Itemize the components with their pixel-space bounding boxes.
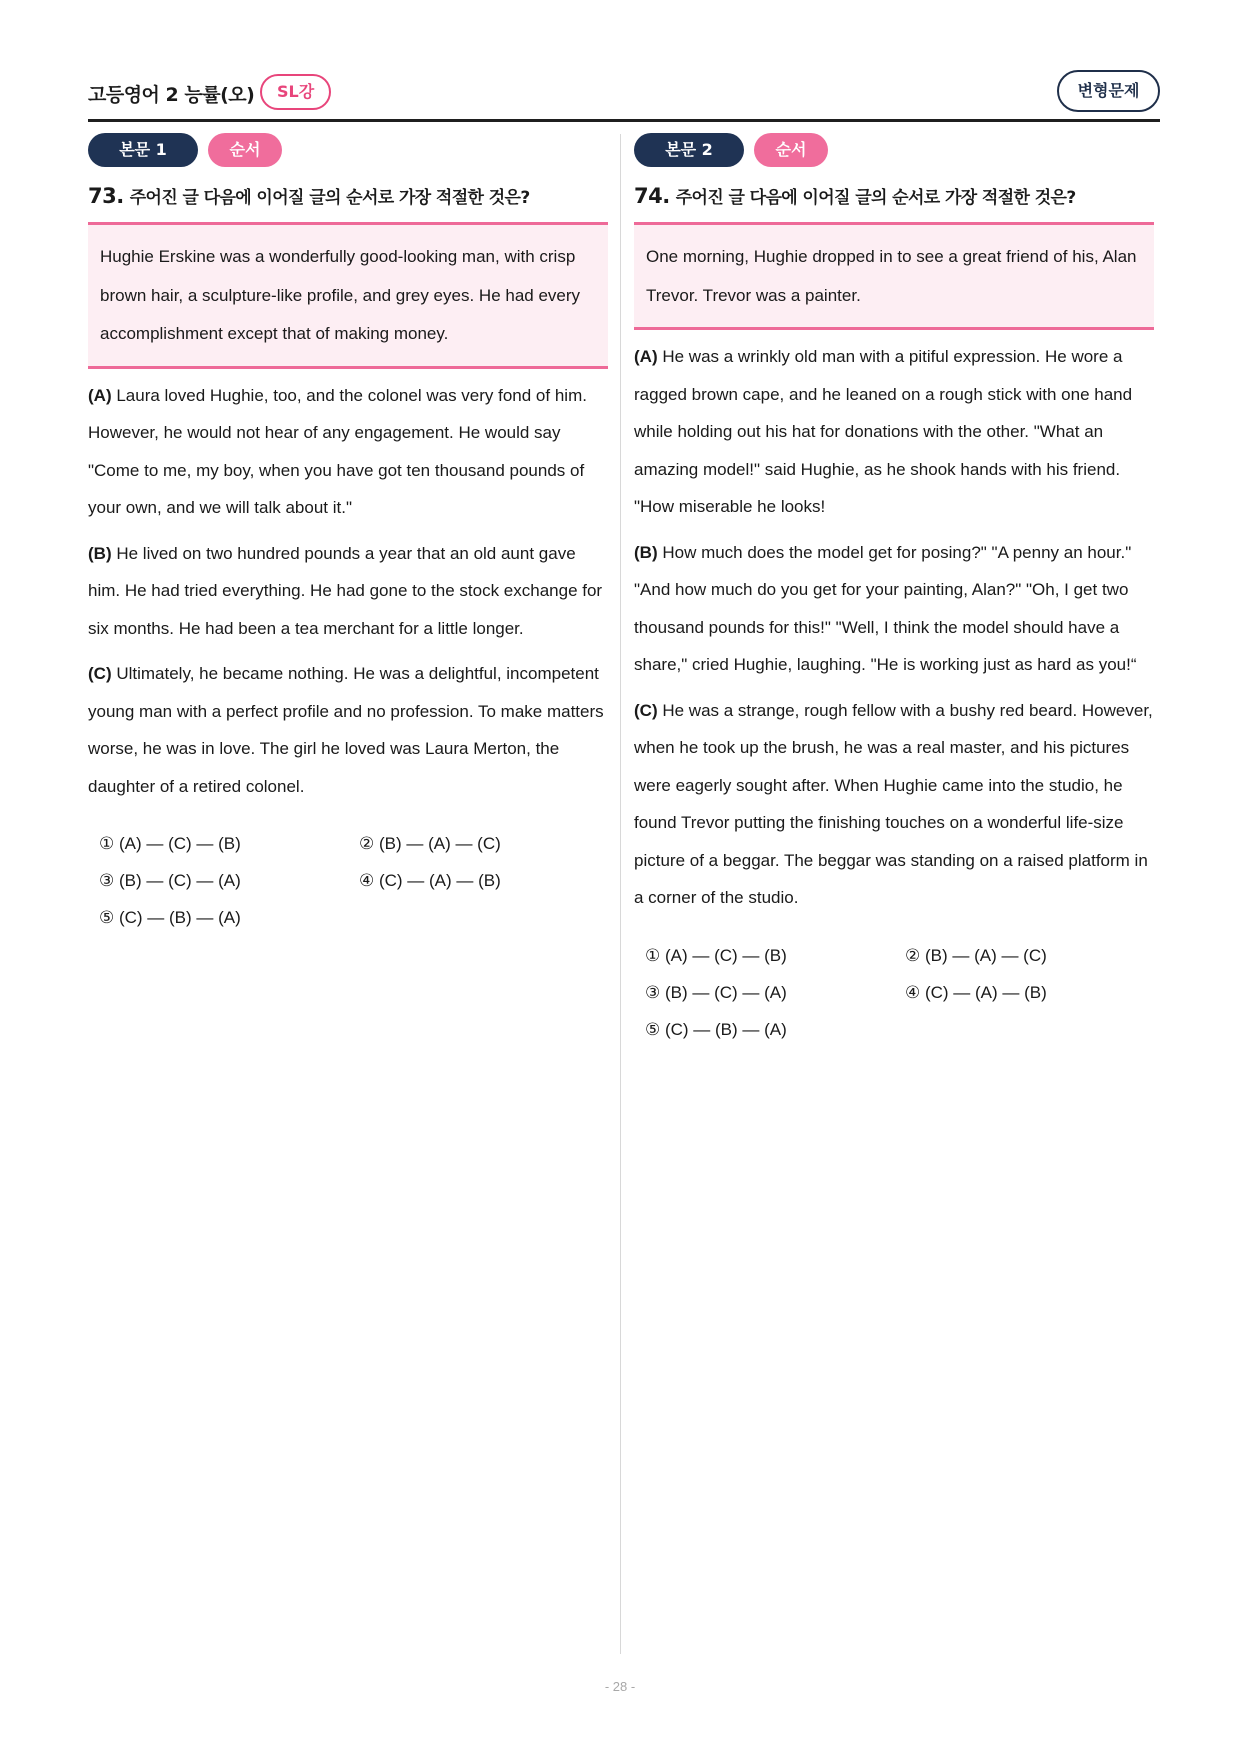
choice-5[interactable]: ⑤ (C) ― (B) ― (A) [645,1019,787,1039]
answer-choices [634,937,1154,1048]
given-passage: One morning, Hughie dropped in to see a great friend of his, Alan Trevor. Trevor was a painter. [634,225,1154,330]
paragraph-text: Laura loved Hughie, too, and the colonel was very fond of him. However, he would not hear of any engagement. He would say "Come to me, my boy, when you have got ten thousand pounds of your own, and we will talk about it." [88,385,587,517]
question-text: 주어진 글 다음에 이어질 글의 순서로 가장 적절한 것은? [129,188,530,208]
paragraph-mark: (A) [634,347,658,366]
question-73-column [88,133,608,936]
lesson-badge: SL강 [260,74,331,110]
given-passage: Hughie Erskine was a wonderfully good-looking man, with crisp brown hair, a sculpture-like profile, and grey eyes. He had every accomplishment except that of making money. [88,225,608,369]
section-label: 본문 1 [88,133,198,167]
paragraph-mark: (C) [88,664,112,683]
question-number: 73. [88,184,124,208]
answer-choices [88,825,608,936]
question-type-badge: 변형문제 [1057,70,1160,112]
section-labels [634,133,1154,167]
paragraph-mark: (A) [88,385,112,405]
choice-row [645,937,1154,974]
paragraph-a [88,377,608,527]
choice-row [645,1011,1154,1048]
choice-row [645,974,1154,1011]
choice-row [99,899,608,936]
paragraph-mark: (B) [634,542,658,562]
choice-3[interactable]: ③ (B) ― (C) ― (A) [645,982,787,1002]
choice-1[interactable]: ① (A) ― (C) ― (B) [645,945,787,965]
question-heading [88,183,608,225]
book-title: 고등영어 2 능률(오) [88,84,255,106]
paragraph-mark: (B) [88,543,112,563]
paragraph-text: He was a wrinkly old man with a pitiful expression. He wore a ragged brown cape, and he leaned on a rough stick with one hand while holding out his hat for donations with the other. "What an amazing model!" said Hughie, as he shook hands with his friend. "How miserable he looks! [634,347,1133,516]
paragraph-text: He was a strange, rough fellow with a bushy red beard. However, when he took up the brush, he was a real master, and his pictures were eagerly sought after. When Hughie came into the studio, he found Trevor putting the finishing touches on a wonderful life-size picture of a beggar. The beggar was standing on a raised platform in a corner of the studio. [634,700,1153,907]
choice-2[interactable]: ② (B) ― (A) ― (C) [359,834,501,853]
choice-row [99,862,608,899]
question-heading [634,183,1154,225]
paragraph-b [634,534,1154,684]
column-divider [620,134,621,1654]
choice-2[interactable]: ② (B) ― (A) ― (C) [905,945,1047,965]
paragraph-c [88,655,608,805]
choice-3[interactable]: ③ (B) ― (C) ― (A) [99,871,241,890]
choice-5[interactable]: ⑤ (C) ― (B) ― (A) [99,908,241,927]
section-label: 본문 2 [634,133,744,167]
paragraph-a [634,338,1154,526]
paragraph-text: He lived on two hundred pounds a year that an old aunt gave him. He had tried everything. He had gone to the stock exchange for six months. He had been a tea merchant for a little longer. [88,543,603,638]
page-number: - 28 - [604,1679,636,1694]
paragraph-b [88,535,608,648]
question-text: 주어진 글 다음에 이어질 글의 순서로 가장 적절한 것은? [675,188,1076,208]
page-header [88,70,1160,122]
paragraph-c [634,692,1154,917]
paragraph-text: How much does the model get for posing?" "A penny an hour." "And how much do you get for your painting, Alan?" "Oh, I get two thousand pounds for this!" "Well, I think the model should have a share," cried Hughie, laughing. "He is working just as hard as you!“ [634,542,1137,674]
section-labels [88,133,608,167]
question-tag: 순서 [754,133,828,167]
question-74-column [634,133,1154,1048]
choice-row [99,825,608,862]
question-number: 74. [634,184,670,208]
choice-4[interactable]: ④ (C) ― (A) ― (B) [359,871,501,890]
paragraph-mark: (C) [634,700,658,720]
choice-4[interactable]: ④ (C) ― (A) ― (B) [905,982,1047,1002]
choice-1[interactable]: ① (A) ― (C) ― (B) [99,834,241,853]
paragraph-text: Ultimately, he became nothing. He was a delightful, incompetent young man with a perfect profile and no profession. To make matters worse, he was in love. The girl he loved was Laura Merton, the daughter of a retired colonel. [88,664,604,796]
question-tag: 순서 [208,133,282,167]
